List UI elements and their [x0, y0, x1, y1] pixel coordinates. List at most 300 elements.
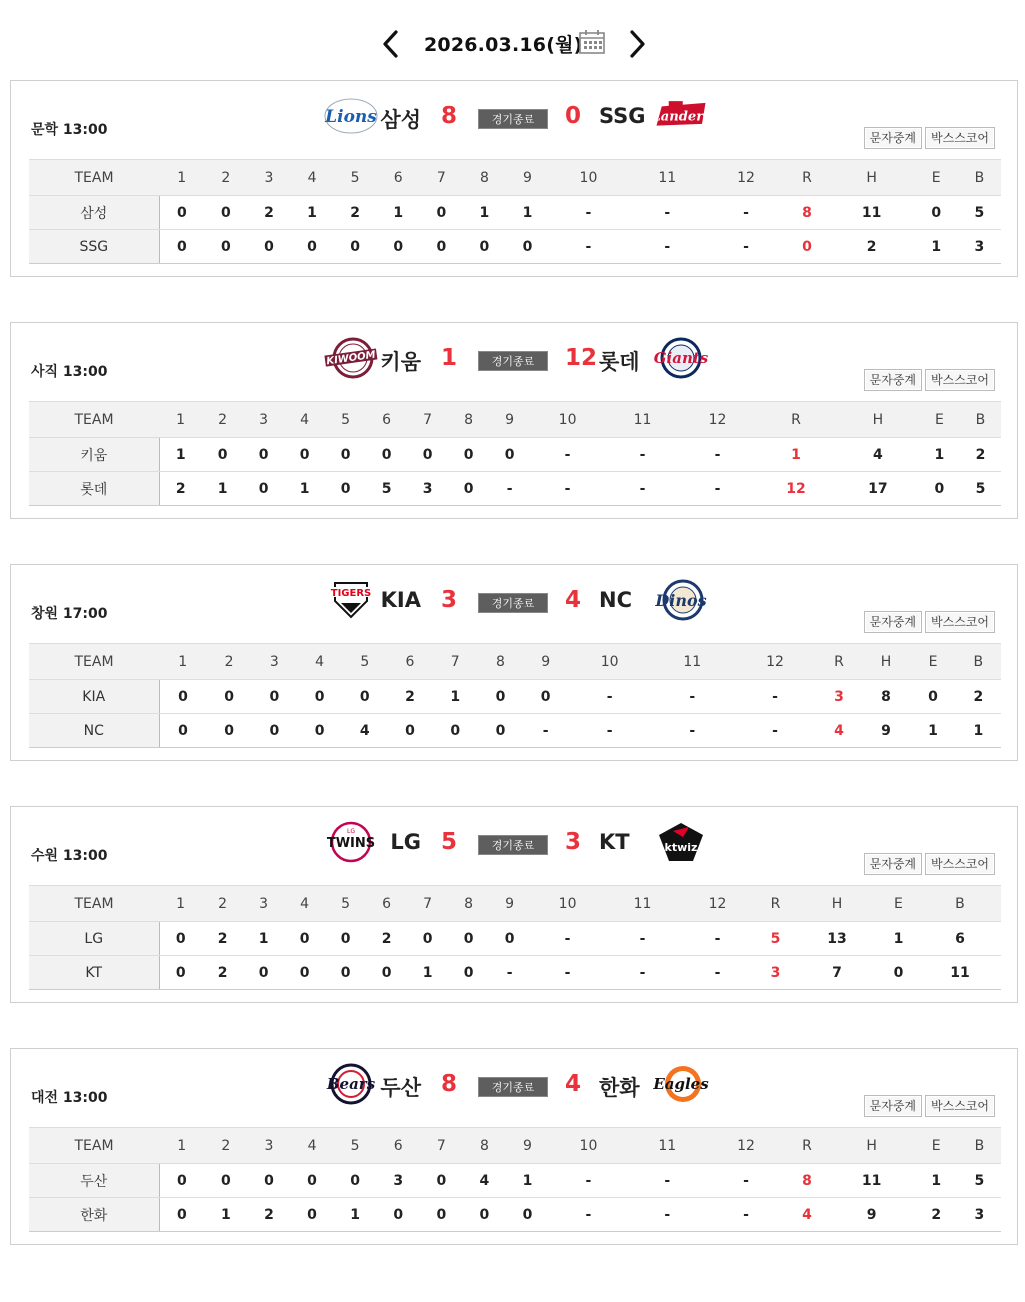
table-header-cell: 5	[334, 160, 377, 196]
inning-score-cell: 0	[325, 472, 366, 506]
walks-cell: 6	[919, 922, 1001, 956]
inning-score-cell: -	[549, 1198, 628, 1232]
hits-cell: 17	[837, 472, 919, 506]
table-header-cell: H	[837, 402, 919, 438]
inning-score-cell: 0	[159, 196, 204, 230]
runs-cell: 5	[755, 922, 796, 956]
errors-cell: 1	[919, 438, 960, 472]
team-name-cell: NC	[29, 714, 159, 748]
runs-cell: 1	[755, 438, 837, 472]
table-row	[29, 1164, 1001, 1198]
inning-score-cell: 0	[297, 680, 342, 714]
table-header-cell: 5	[325, 402, 366, 438]
next-date-chevron-right-icon[interactable]	[622, 26, 652, 62]
inning-score-cell: -	[530, 438, 605, 472]
table-row	[29, 956, 1001, 990]
walks-cell: 5	[958, 1164, 1001, 1198]
walks-cell: 2	[960, 438, 1001, 472]
home-team-name: KT	[599, 830, 630, 854]
inning-score-cell: 0	[325, 438, 366, 472]
table-header-cell: 6	[366, 886, 407, 922]
inning-score-cell: 0	[366, 956, 407, 990]
inning-score-cell: 2	[202, 922, 243, 956]
table-header-cell: 9	[489, 886, 530, 922]
errors-cell: 2	[915, 1198, 958, 1232]
table-header-cell: 12	[707, 1128, 786, 1164]
inning-score-cell: 0	[334, 230, 377, 264]
inning-score-cell: 4	[463, 1164, 506, 1198]
game-status-badge: 경기종료	[478, 351, 548, 371]
inning-score-cell: 0	[489, 922, 530, 956]
away-team-name: LG	[390, 830, 421, 854]
game-card	[10, 80, 1018, 277]
table-header-cell: 3	[252, 644, 297, 680]
inning-score-cell: 0	[284, 922, 325, 956]
inning-score-cell: 2	[387, 680, 432, 714]
table-header-cell: 5	[334, 1128, 377, 1164]
svg-text:Giants: Giants	[653, 349, 709, 367]
inning-score-cell: -	[680, 956, 755, 990]
inning-score-cell: 3	[407, 472, 448, 506]
table-row	[29, 472, 1001, 506]
errors-cell: 1	[915, 1164, 958, 1198]
table-header-row	[29, 886, 1001, 922]
svg-text:TIGERS: TIGERS	[330, 588, 372, 599]
game-status-badge: 경기종료	[478, 835, 548, 855]
inning-score-cell: -	[680, 438, 755, 472]
table-header-cell: R	[785, 160, 828, 196]
inning-score-cell: -	[530, 922, 605, 956]
home-team-name: 한화	[599, 1076, 640, 1100]
table-header-cell: 12	[734, 644, 817, 680]
home-team-logo	[653, 579, 709, 621]
inning-score-cell: 0	[159, 922, 202, 956]
table-header-cell: 1	[159, 1128, 204, 1164]
home-team-name: NC	[599, 588, 632, 612]
table-header-cell: H	[829, 160, 915, 196]
table-header-cell: 2	[202, 886, 243, 922]
inning-score-cell: 1	[433, 680, 478, 714]
table-header-cell: B	[958, 1128, 1001, 1164]
table-header-row	[29, 1128, 1001, 1164]
table-header-cell: B	[958, 160, 1001, 196]
game-actions	[864, 611, 995, 633]
inning-score-cell: 0	[207, 680, 252, 714]
inning-score-cell: 0	[463, 1198, 506, 1232]
venue-time: 수원 13:00	[31, 848, 108, 864]
inning-score-cell: 0	[377, 230, 420, 264]
inning-score-cell: -	[568, 680, 651, 714]
home-team-score: 4	[565, 1071, 582, 1097]
text-relay-button[interactable]: 문자중계	[864, 369, 922, 391]
svg-text:Landers: Landers	[653, 109, 709, 125]
table-header-cell: 1	[159, 644, 207, 680]
inning-score-cell: 0	[204, 196, 247, 230]
inning-score-cell: 3	[377, 1164, 420, 1198]
away-team-score: 5	[440, 829, 457, 855]
table-header-cell: 5	[325, 886, 366, 922]
inning-score-cell: 0	[159, 1164, 204, 1198]
game-status-badge: 경기종료	[478, 1077, 548, 1097]
inning-score-cell: 0	[478, 680, 523, 714]
table-header-cell: 2	[207, 644, 252, 680]
away-team-logo	[323, 821, 379, 863]
inning-score-cell: 0	[342, 680, 387, 714]
inning-score-cell: -	[605, 922, 680, 956]
inning-score-cell: 0	[448, 956, 489, 990]
table-header-cell: B	[956, 644, 1001, 680]
inning-score-cell: -	[523, 714, 568, 748]
scoreboard-table	[29, 643, 1001, 748]
box-score-button[interactable]: 박스스코어	[925, 369, 995, 391]
table-header-cell: R	[785, 1128, 828, 1164]
table-header-cell: 8	[478, 644, 523, 680]
inning-score-cell: -	[605, 956, 680, 990]
inning-score-cell: -	[549, 196, 628, 230]
walks-cell: 3	[958, 1198, 1001, 1232]
table-header-cell: 6	[366, 402, 407, 438]
team-name-cell: LG	[29, 922, 159, 956]
inning-score-cell: 0	[284, 956, 325, 990]
box-score-button[interactable]: 박스스코어	[925, 1095, 995, 1117]
table-header-cell: 2	[204, 1128, 247, 1164]
table-header-cell: 5	[342, 644, 387, 680]
table-header-cell: 1	[159, 886, 202, 922]
inning-score-cell: -	[651, 680, 734, 714]
hits-cell: 13	[796, 922, 878, 956]
game-actions	[864, 853, 995, 875]
inning-score-cell: 0	[325, 956, 366, 990]
table-header-row	[29, 160, 1001, 196]
inning-score-cell: 0	[247, 1164, 290, 1198]
team-name-cell: KIA	[29, 680, 159, 714]
table-header-cell: 11	[605, 402, 680, 438]
table-header-cell: H	[829, 1128, 915, 1164]
hits-cell: 11	[829, 196, 915, 230]
table-header-cell: R	[755, 402, 837, 438]
inning-score-cell: -	[628, 230, 707, 264]
inning-score-cell: 5	[366, 472, 407, 506]
table-header-cell: E	[910, 644, 955, 680]
game-card	[10, 322, 1018, 519]
team-name-cell: 롯데	[29, 472, 159, 506]
team-name-cell: SSG	[29, 230, 159, 264]
table-header-cell: B	[919, 886, 1001, 922]
table-header-cell: 10	[549, 1128, 628, 1164]
table-header-cell: 8	[448, 402, 489, 438]
inning-score-cell: 4	[342, 714, 387, 748]
scoreboard-table	[29, 885, 1001, 990]
inning-score-cell: -	[707, 1164, 786, 1198]
walks-cell: 2	[956, 680, 1001, 714]
table-header-cell: TEAM	[29, 160, 159, 196]
inning-score-cell: -	[549, 1164, 628, 1198]
table-header-cell: 11	[605, 886, 680, 922]
table-header-cell: 6	[387, 644, 432, 680]
svg-text:Lions: Lions	[325, 107, 377, 127]
game-status-badge: 경기종료	[478, 109, 548, 129]
walks-cell: 3	[958, 230, 1001, 264]
inning-score-cell: 0	[448, 438, 489, 472]
inning-score-cell: 0	[448, 922, 489, 956]
inning-score-cell: -	[651, 714, 734, 748]
hits-cell: 8	[862, 680, 911, 714]
hits-cell: 4	[837, 438, 919, 472]
table-row	[29, 922, 1001, 956]
table-header-cell: 3	[247, 1128, 290, 1164]
table-header-cell: 11	[651, 644, 734, 680]
svg-text:Bears: Bears	[326, 1075, 376, 1093]
text-relay-button[interactable]: 문자중계	[864, 853, 922, 875]
table-header-cell: 3	[243, 886, 284, 922]
home-team-name: 롯데	[599, 350, 640, 374]
svg-text:LG: LG	[347, 828, 355, 835]
inning-score-cell: 0	[159, 1198, 204, 1232]
table-header-cell: 7	[420, 1128, 463, 1164]
table-header-cell: 7	[407, 886, 448, 922]
svg-text:KIWOOM: KIWOOM	[325, 349, 377, 368]
away-team-name: KIA	[380, 588, 421, 612]
inning-score-cell: 2	[159, 472, 202, 506]
inning-score-cell: 1	[334, 1198, 377, 1232]
inning-score-cell: 1	[506, 196, 549, 230]
inning-score-cell: 0	[297, 714, 342, 748]
inning-score-cell: 0	[366, 438, 407, 472]
inning-score-cell: -	[549, 230, 628, 264]
game-card	[10, 564, 1018, 761]
walks-cell: 5	[960, 472, 1001, 506]
scoreboard-table	[29, 1127, 1001, 1232]
inning-score-cell: 0	[523, 680, 568, 714]
walks-cell: 5	[958, 196, 1001, 230]
inning-score-cell: 0	[407, 438, 448, 472]
table-header-cell: 1	[159, 402, 202, 438]
inning-score-cell: 0	[159, 714, 207, 748]
inning-score-cell: 0	[387, 714, 432, 748]
venue-time: 사직 13:00	[31, 364, 108, 380]
table-header-cell: 7	[407, 402, 448, 438]
inning-score-cell: 2	[247, 1198, 290, 1232]
svg-text:TWINS: TWINS	[326, 836, 376, 851]
team-name-cell: 두산	[29, 1164, 159, 1198]
errors-cell: 1	[878, 922, 919, 956]
inning-score-cell: -	[707, 1198, 786, 1232]
inning-score-cell: 0	[159, 230, 204, 264]
inning-score-cell: 0	[207, 714, 252, 748]
away-team-logo	[323, 1063, 379, 1105]
errors-cell: 0	[919, 472, 960, 506]
runs-cell: 4	[816, 714, 861, 748]
table-header-cell: R	[816, 644, 861, 680]
calendar-icon[interactable]	[578, 28, 606, 56]
inning-score-cell: -	[568, 714, 651, 748]
home-team-score: 4	[565, 587, 582, 613]
inning-score-cell: -	[734, 680, 817, 714]
table-header-cell: 10	[549, 160, 628, 196]
date-navigation	[0, 22, 1025, 66]
hits-cell: 9	[862, 714, 911, 748]
away-team-logo	[323, 95, 379, 137]
inning-score-cell: -	[734, 714, 817, 748]
box-score-button[interactable]: 박스스코어	[925, 611, 995, 633]
home-team-logo	[653, 1063, 709, 1105]
inning-score-cell: 0	[448, 472, 489, 506]
inning-score-cell: 2	[366, 922, 407, 956]
runs-cell: 4	[785, 1198, 828, 1232]
table-header-cell: 8	[463, 160, 506, 196]
table-header-cell: 12	[680, 402, 755, 438]
text-relay-button[interactable]: 문자중계	[864, 127, 922, 149]
inning-score-cell: 0	[290, 1198, 333, 1232]
table-row	[29, 1198, 1001, 1232]
inning-score-cell: 0	[159, 680, 207, 714]
errors-cell: 0	[915, 196, 958, 230]
table-header-cell: TEAM	[29, 644, 159, 680]
home-team-score: 12	[565, 345, 598, 371]
table-header-cell: E	[919, 402, 960, 438]
inning-score-cell: 0	[478, 714, 523, 748]
inning-score-cell: 0	[284, 438, 325, 472]
table-header-cell: TEAM	[29, 402, 159, 438]
runs-cell: 0	[785, 230, 828, 264]
table-header-cell: E	[915, 1128, 958, 1164]
team-name-cell: 키움	[29, 438, 159, 472]
table-header-cell: 10	[568, 644, 651, 680]
inning-score-cell: 1	[243, 922, 284, 956]
inning-score-cell: -	[707, 230, 786, 264]
box-score-button[interactable]: 박스스코어	[925, 127, 995, 149]
game-status-badge: 경기종료	[478, 593, 548, 613]
venue-time: 창원 17:00	[31, 606, 108, 622]
table-row	[29, 680, 1001, 714]
home-team-logo	[653, 95, 709, 137]
table-header-cell: 12	[707, 160, 786, 196]
table-header-cell: H	[862, 644, 911, 680]
hits-cell: 11	[829, 1164, 915, 1198]
inning-score-cell: 0	[463, 230, 506, 264]
walks-cell: 1	[956, 714, 1001, 748]
team-name-cell: 한화	[29, 1198, 159, 1232]
home-team-logo	[653, 337, 709, 379]
away-team-logo	[323, 579, 379, 621]
inning-score-cell: 0	[420, 230, 463, 264]
inning-score-cell: 0	[204, 230, 247, 264]
table-header-cell: 4	[284, 402, 325, 438]
table-row	[29, 714, 1001, 748]
inning-score-cell: -	[605, 472, 680, 506]
table-header-cell: TEAM	[29, 886, 159, 922]
table-header-cell: 2	[202, 402, 243, 438]
text-relay-button[interactable]: 문자중계	[864, 1095, 922, 1117]
table-header-cell: 11	[628, 1128, 707, 1164]
current-date: 2026.03.16(월)	[424, 34, 583, 56]
inning-score-cell: 0	[159, 956, 202, 990]
inning-score-cell: -	[489, 956, 530, 990]
text-relay-button[interactable]: 문자중계	[864, 611, 922, 633]
hits-cell: 9	[829, 1198, 915, 1232]
table-header-cell: 1	[159, 160, 204, 196]
inning-score-cell: 2	[247, 196, 290, 230]
home-team-score: 3	[565, 829, 582, 855]
away-team-name: 키움	[380, 350, 421, 374]
walks-cell: 11	[919, 956, 1001, 990]
table-header-cell: 10	[530, 402, 605, 438]
inning-score-cell: 0	[420, 1198, 463, 1232]
inning-score-cell: 0	[334, 1164, 377, 1198]
game-actions	[864, 369, 995, 391]
table-header-cell: 11	[628, 160, 707, 196]
svg-text:Eagles: Eagles	[653, 1075, 709, 1093]
inning-score-cell: 0	[377, 1198, 420, 1232]
inning-score-cell: 0	[243, 438, 284, 472]
runs-cell: 3	[755, 956, 796, 990]
inning-score-cell: 0	[407, 922, 448, 956]
table-header-cell: 10	[530, 886, 605, 922]
table-header-cell: B	[960, 402, 1001, 438]
table-header-cell: 2	[204, 160, 247, 196]
table-header-cell: 8	[448, 886, 489, 922]
inning-score-cell: 0	[420, 196, 463, 230]
table-header-cell: 9	[489, 402, 530, 438]
inning-score-cell: 0	[243, 956, 284, 990]
inning-score-cell: 1	[204, 1198, 247, 1232]
inning-score-cell: 0	[204, 1164, 247, 1198]
table-header-cell: 12	[680, 886, 755, 922]
svg-text:Dinos: Dinos	[655, 591, 707, 610]
table-header-cell: H	[796, 886, 878, 922]
inning-score-cell: 0	[247, 230, 290, 264]
table-header-cell: 9	[506, 1128, 549, 1164]
table-header-cell: 4	[290, 1128, 333, 1164]
errors-cell: 1	[915, 230, 958, 264]
inning-score-cell: 0	[252, 714, 297, 748]
home-team-name: SSG	[599, 104, 646, 128]
table-header-cell: 8	[463, 1128, 506, 1164]
inning-score-cell: 0	[290, 230, 333, 264]
errors-cell: 0	[910, 680, 955, 714]
runs-cell: 3	[816, 680, 861, 714]
home-team-score: 0	[565, 103, 582, 129]
inning-score-cell: -	[680, 472, 755, 506]
table-header-cell: 9	[506, 160, 549, 196]
inning-score-cell: 0	[252, 680, 297, 714]
box-score-button[interactable]: 박스스코어	[925, 853, 995, 875]
errors-cell: 0	[878, 956, 919, 990]
table-header-cell: 4	[284, 886, 325, 922]
inning-score-cell: -	[489, 472, 530, 506]
table-row	[29, 438, 1001, 472]
table-header-cell: 7	[433, 644, 478, 680]
inning-score-cell: 1	[463, 196, 506, 230]
table-header-row	[29, 402, 1001, 438]
away-team-logo	[323, 337, 379, 379]
table-header-cell: 7	[420, 160, 463, 196]
previous-date-chevron-left-icon[interactable]	[376, 26, 406, 62]
inning-score-cell: 0	[489, 438, 530, 472]
inning-score-cell: 0	[325, 922, 366, 956]
team-name-cell: 삼성	[29, 196, 159, 230]
table-header-cell: E	[915, 160, 958, 196]
game-actions	[864, 1095, 995, 1117]
inning-score-cell: -	[530, 956, 605, 990]
venue-time: 대전 13:00	[31, 1090, 108, 1106]
inning-score-cell: 0	[433, 714, 478, 748]
table-header-cell: R	[755, 886, 796, 922]
runs-cell: 12	[755, 472, 837, 506]
inning-score-cell: 1	[159, 438, 202, 472]
away-team-score: 1	[440, 345, 457, 371]
inning-score-cell: -	[605, 438, 680, 472]
